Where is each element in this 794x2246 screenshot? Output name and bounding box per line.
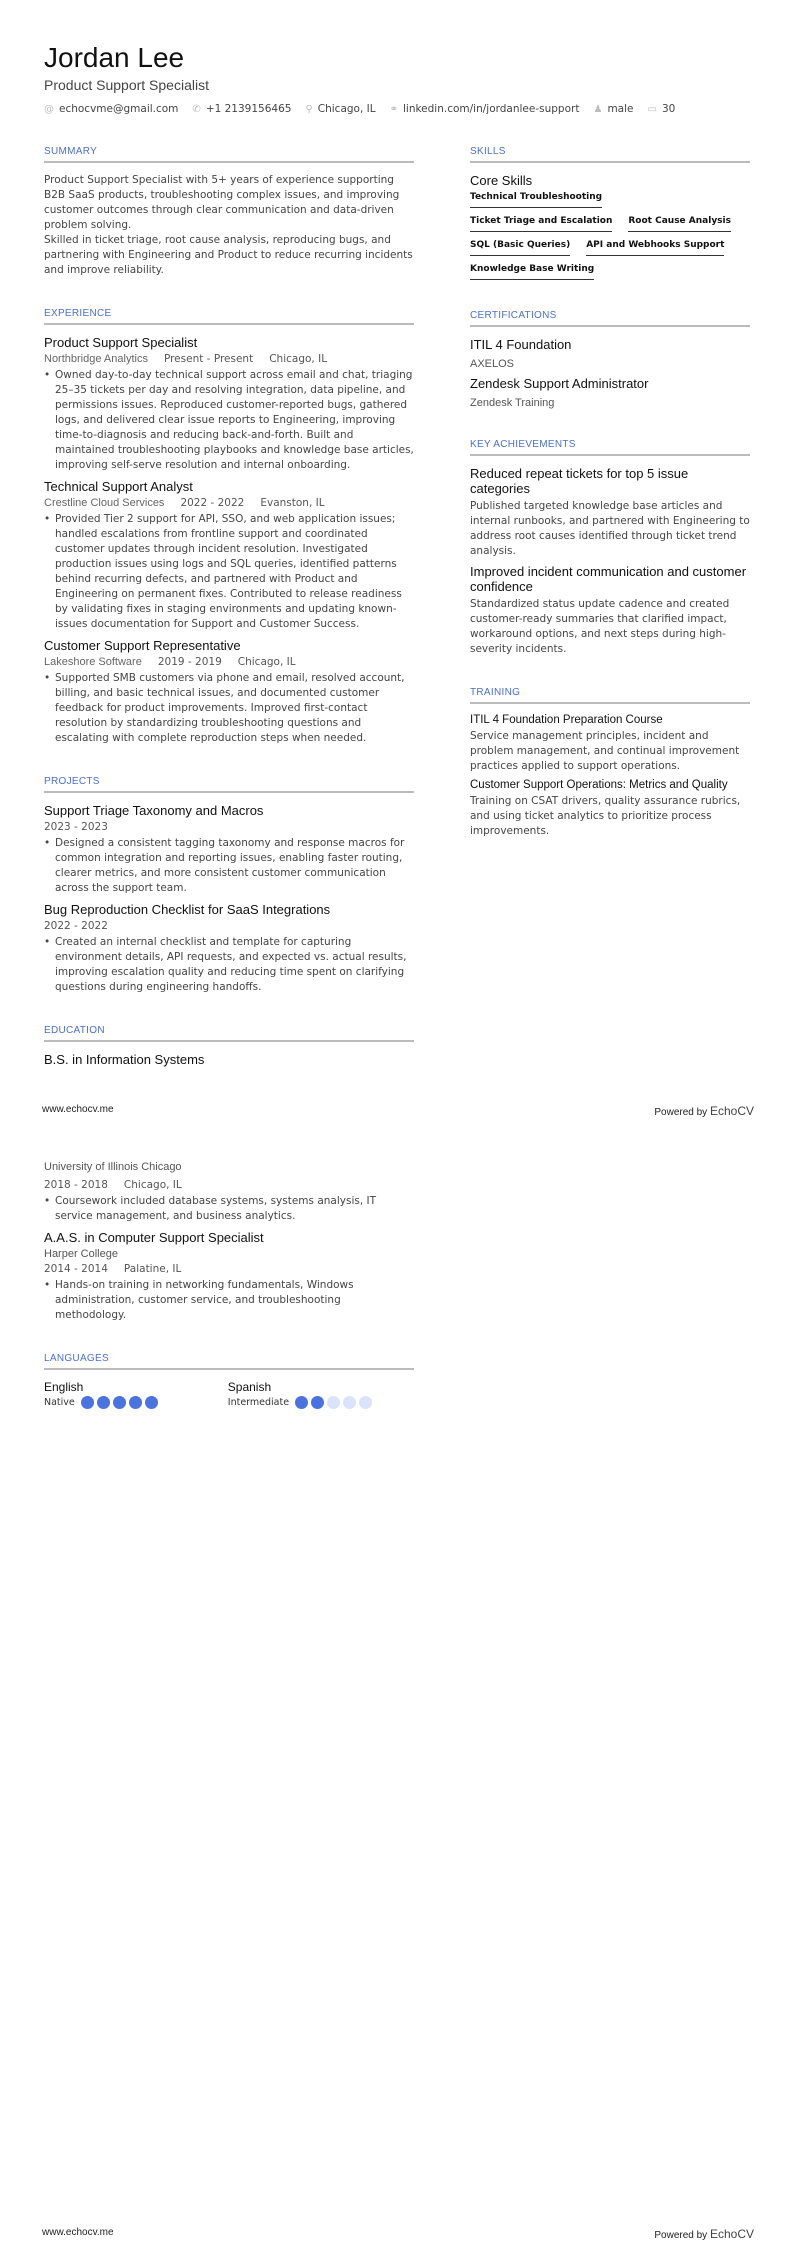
dates: 2019 - 2019 — [157, 656, 222, 668]
cert-issuer: Zendesk Training — [470, 397, 555, 409]
proficiency-rating — [295, 1396, 372, 1409]
training-text: Training on CSAT drivers, quality assurance rubrics, and using ticket analytics to prioritize process improvements. — [470, 795, 741, 837]
skill-tag: API and Webhooks Support — [586, 240, 724, 256]
achievements-section — [470, 439, 750, 657]
training-text: Service management principles, incident and problem management, and continual improvement practices applied to support operations. — [470, 730, 740, 772]
project-title: Bug Reproduction Checklist for SaaS Integrations — [44, 902, 331, 917]
dates: Present - Present — [163, 353, 254, 365]
language-name: Spanish — [227, 1380, 272, 1394]
job-title: Product Support Specialist — [44, 335, 198, 350]
contact-text: linkedin.com/in/jordanlee-support — [402, 103, 580, 115]
website-link[interactable]: www.echocv.me — [42, 1104, 114, 1115]
dates: 2022 - 2022 — [180, 497, 245, 509]
contact-item — [593, 103, 633, 115]
powered-by[interactable] — [654, 2227, 754, 2241]
contact-item — [390, 103, 580, 115]
contact-text: echocvme@gmail.com — [59, 103, 179, 115]
job-meta — [44, 353, 414, 365]
summary-text: Skilled in ticket triage, root cause analysis, reproducing bugs, and partnering with Engineering and Product to reduce recurring incidents and improve reliability. — [44, 234, 413, 276]
left-column — [44, 146, 414, 1097]
phone-icon: ✆ — [192, 104, 201, 115]
contact-list — [44, 103, 675, 115]
project-title: Support Triage Taxonomy and Macros — [44, 803, 264, 818]
company: Crestline Cloud Services — [44, 497, 165, 509]
section-heading: EXPERIENCE — [44, 308, 414, 325]
language-item — [44, 1380, 158, 1409]
company: Lakeshore Software — [44, 656, 142, 668]
project-dates: 2023 - 2023 — [44, 821, 108, 833]
education-section — [44, 1025, 414, 1067]
rating-dot — [327, 1396, 340, 1409]
website-link[interactable]: www.echocv.me — [42, 2227, 114, 2238]
powered-label: Powered by — [654, 2230, 708, 2241]
project-dates: 2022 - 2022 — [44, 920, 108, 932]
cert-issuer: AXELOS — [470, 358, 515, 370]
job-bullets — [44, 671, 414, 746]
rating-dot — [129, 1396, 142, 1409]
training-section — [470, 687, 750, 839]
language-name: English — [44, 1380, 84, 1394]
achievement-title: Improved incident communication and customer confidence — [470, 564, 747, 594]
calendar-icon: ▭ — [647, 104, 657, 115]
degree: A.A.S. in Computer Support Specialist — [44, 1230, 264, 1245]
rating-dot — [295, 1396, 308, 1409]
job-bullet: • Provided Tier 2 support for API, SSO, and web application issues; handled escalations from frontline support and coordinated customer updates through incident resolution. Investigated production issues using logs and SQL queries, identified patterns behind recurring defects, and partnered with Product and Engineering on permanent fixes. Contributed to release readiness by validating fixes in staging environments and updating known-issues documentation for Support and Customer Success. — [44, 512, 414, 632]
achievement-text: Standardized status update cadence and created customer-ready summaries that clarified impact, workaround options, and next steps during high-severity incidents. — [470, 598, 730, 655]
level-label: Native — [44, 1397, 75, 1408]
languages-section — [44, 1353, 414, 1409]
section-heading: TRAINING — [470, 687, 750, 704]
section-heading: KEY ACHIEVEMENTS — [470, 439, 750, 456]
location: Chicago, IL — [237, 656, 296, 668]
training-title: ITIL 4 Foundation Preparation Course — [470, 714, 663, 726]
job-title: Technical Support Analyst — [44, 479, 193, 494]
rating-dot — [343, 1396, 356, 1409]
link-icon: ⚭ — [389, 104, 398, 115]
contact-item — [305, 103, 375, 115]
rating-dot — [81, 1396, 94, 1409]
section-heading: PROJECTS — [44, 776, 414, 793]
level-label: Intermediate — [227, 1397, 290, 1408]
language-level — [228, 1396, 372, 1409]
rating-dot — [311, 1396, 324, 1409]
proficiency-rating — [81, 1396, 158, 1409]
training-title: Customer Support Operations: Metrics and Quality — [470, 779, 728, 791]
cert-name: Zendesk Support Administrator — [470, 376, 649, 391]
skill-tag: Knowledge Base Writing — [470, 264, 594, 280]
dates: 2018 - 2018 — [44, 1179, 108, 1191]
projects-section — [44, 776, 414, 995]
experience-section — [44, 308, 414, 746]
skill-tag: Root Cause Analysis — [628, 216, 731, 232]
location-icon: ⚲ — [305, 104, 313, 115]
section-heading: LANGUAGES — [44, 1353, 414, 1370]
job-meta — [44, 497, 414, 509]
school: Harper College — [44, 1248, 118, 1260]
skill-tag: SQL (Basic Queries) — [470, 240, 570, 256]
cert-name: ITIL 4 Foundation — [470, 337, 572, 352]
resume-page-2 — [0, 1123, 794, 2246]
brand-name: EchoCV — [709, 2227, 754, 2241]
school: University of Illinois Chicago — [44, 1161, 182, 1173]
achievement-text: Published targeted knowledge base articles and internal runbooks, and partnered with Engineering to address root causes identified through ticket trend analysis. — [470, 500, 750, 557]
company: Northbridge Analytics — [44, 353, 148, 365]
project-bullets — [44, 836, 414, 896]
location: Chicago, IL — [123, 1179, 182, 1191]
section-heading: SKILLS — [470, 146, 750, 163]
certifications-section — [470, 310, 750, 409]
rating-dot — [97, 1396, 110, 1409]
project-bullet: • Designed a consistent tagging taxonomy and response macros for common integration and reporting issues, enabling faster routing, clearer metrics, and more consistent customer communication across the support team. — [44, 836, 414, 896]
project-bullets — [44, 935, 414, 995]
language-level — [44, 1396, 158, 1409]
contact-text: Chicago, IL — [317, 103, 376, 115]
education-bullet: • Coursework included database systems, systems analysis, IT service management, and business analytics. — [44, 1194, 414, 1224]
rating-dot — [359, 1396, 372, 1409]
job-bullet: • Supported SMB customers via phone and email, resolved account, billing, and basic technical issues, and documented customer feedback for product improvements. Improved first-contact resolution by standardizing troubleshooting questions and escalating with complete reproduction steps when needed. — [44, 671, 414, 746]
section-heading: CERTIFICATIONS — [470, 310, 750, 327]
brand-name: EchoCV — [709, 1104, 754, 1118]
rating-dot — [113, 1396, 126, 1409]
job-bullets — [44, 512, 414, 632]
powered-by[interactable] — [654, 1104, 754, 1118]
contact-item — [647, 103, 675, 115]
education-bullet: • Hands-on training in networking fundamentals, Windows administration, customer service, and troubleshooting methodology. — [44, 1278, 414, 1323]
contact-text: 30 — [661, 103, 676, 115]
section-heading: EDUCATION — [44, 1025, 414, 1042]
contact-item — [44, 103, 178, 115]
degree: B.S. in Information Systems — [44, 1052, 205, 1067]
skill-group: Core Skills — [470, 173, 533, 188]
location: Chicago, IL — [269, 353, 328, 365]
job-title: Customer Support Representative — [44, 638, 241, 653]
powered-label: Powered by — [654, 1107, 708, 1118]
job-meta — [44, 656, 414, 668]
education-meta — [44, 1179, 414, 1191]
left-column — [44, 1161, 414, 1439]
rating-dot — [145, 1396, 158, 1409]
project-bullet: • Created an internal checklist and template for capturing environment details, API requests, and expected vs. actual results, improving escalation quality and reducing time spent on clarifying questions during engineering handoffs. — [44, 935, 414, 995]
candidate-title: Product Support Specialist — [44, 77, 209, 93]
summary-section — [44, 146, 414, 278]
candidate-name: Jordan Lee — [44, 42, 185, 73]
at-icon: @ — [44, 104, 54, 115]
job-bullets — [44, 368, 414, 473]
contact-item — [192, 103, 291, 115]
skills-section — [470, 146, 750, 280]
skill-tag: Technical Troubleshooting — [470, 192, 602, 208]
location: Evanston, IL — [260, 497, 325, 509]
section-heading: SUMMARY — [44, 146, 414, 163]
education-continued — [44, 1161, 414, 1323]
education-meta — [44, 1263, 414, 1275]
person-icon: ♟ — [593, 104, 603, 115]
dates: 2014 - 2014 — [44, 1263, 108, 1275]
job-bullet: • Owned day-to-day technical support across email and chat, triaging 25–35 tickets per day and resolving integration, data pipeline, and permissions issues. Reproduced customer-reported bugs, gathered logs, and delivered clear issue reports to Engineering, improving time-to-diagnosis and reducing back-and-forth. Built and maintained troubleshooting playbooks and knowledge base articles, improving self-serve resolution and internal onboarding. — [44, 368, 414, 473]
summary-text: Product Support Specialist with 5+ years of experience supporting B2B SaaS products, troubleshooting complex issues, and improving customer outcomes through clear communication and data-driven problem solving. — [44, 174, 400, 231]
right-column — [470, 146, 750, 869]
achievement-title: Reduced repeat tickets for top 5 issue categories — [470, 466, 689, 496]
language-item — [228, 1380, 372, 1409]
contact-text: male — [607, 103, 634, 115]
location: Palatine, IL — [123, 1263, 182, 1275]
contact-text: +1 2139156465 — [205, 103, 292, 115]
skill-tag: Ticket Triage and Escalation — [470, 216, 612, 232]
